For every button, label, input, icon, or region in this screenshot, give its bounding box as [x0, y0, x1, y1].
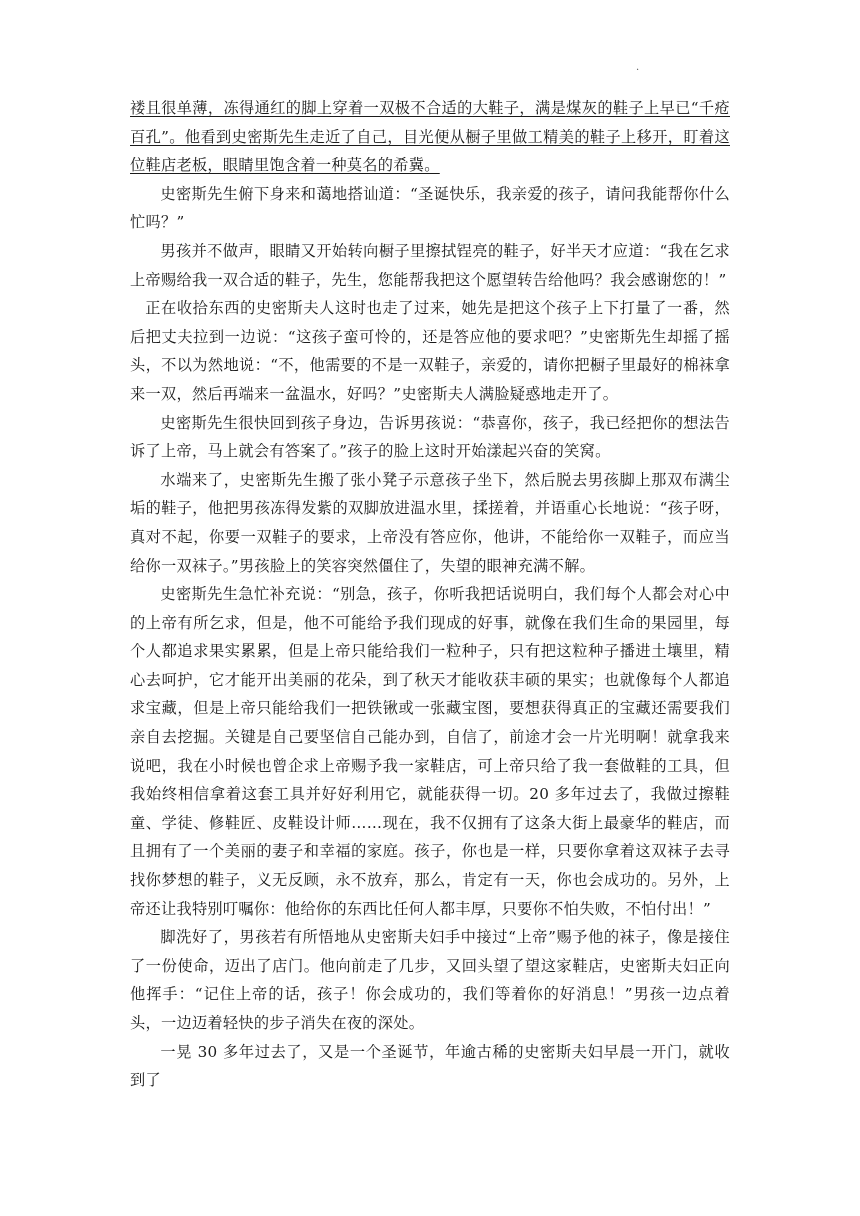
paragraph-5: 史密斯先生很快回到孩子身边，告诉男孩说：“恭喜你，孩子，我已经把你的想法告诉了上帝，马上就会有答案了。”孩子的脸上这时开始漾起兴奋的笑窝。: [130, 413, 730, 461]
document-body: [130, 94, 730, 1095]
paragraph-2: 史密斯先生俯下身来和蔼地搭讪道：“圣诞快乐，我亲爱的孩子，请问我能帮你什么忙吗？”: [130, 184, 730, 232]
paragraph-7: 史密斯先生急忙补充说：“别急，孩子，你听我把话说明白，我们每个人都会对心中的上帝有所乞求，但是，他不可能给予我们现成的好事，就像在我们生命的果园里，每个人都追求果实累累，但是上帝只能给我们一粒种子，只有把这粒种子播进土壤里，精心去呵护，它才能开出美丽的花朵，到了秋天才能收获丰硕的果实；也就像每个人都追求宝藏，但是上帝只能给我们一把铁锹或一张藏宝图，要想获得真正的宝藏还需要我们亲自去挖掘。关键是自己要坚信自己能办到，自信了，前途才会一片光明啊！就拿我来说吧，我在小时候也曾企求上帝赐予我一家鞋店，可上帝只给了我一套做鞋的工具，但我始终相信拿着这套工具并好好利用它，就能获得一切。20 多年过去了，我做过擦鞋童、学徒、修鞋匠、皮鞋设计师……现在，我不仅拥有了这条大街上最豪华的鞋店，而且拥有了一个美丽的妻子和幸福的家庭。孩子，你也是一样，只要你拿着这双袜子去寻找你梦想的鞋子，义无反顾，永不放弃，那么，肯定有一天，你也会成功的。另外，上帝还让我特别叮嘱你：他给你的东西比任何人都丰厚，只要你不怕失败，不怕付出！”: [130, 585, 730, 918]
paragraph-8: 脚洗好了，男孩若有所悟地从史密斯夫妇手中接过“上帝”赐予他的袜子，像是接住了一份使命，迈出了店门。他向前走了几步，又回头望了望这家鞋店，史密斯夫妇正向他挥手：“记住上帝的话，孩子！你会成功的，我们等着你的好消息！”男孩一边点着头，一边迈着轻快的步子消失在夜的深处。: [130, 928, 730, 1032]
paragraph-3: 男孩并不做声，眼睛又开始转向橱子里擦拭锃亮的鞋子，好半天才应道：“我在乞求上帝赐给我一双合适的鞋子，先生，您能帮我把这个愿望转告给他吗？我会感谢您的！”: [130, 241, 730, 289]
paragraph-1-underlined: 褛且很单薄，冻得通红的脚上穿着一双极不合适的大鞋子，满是煤灰的鞋子上早已“千疮百孔”。他看到史密斯先生走近了自己，目光便从橱子里做工精美的鞋子上移开，盯着这位鞋店老板，眼睛里饱含着一种莫名的希冀。: [130, 99, 730, 175]
paragraph-6: 水端来了，史密斯先生搬了张小凳子示意孩子坐下，然后脱去男孩脚上那双布满尘垢的鞋子，他把男孩冻得发紫的双脚放进温水里，揉搓着，并语重心长地说：“孩子呀，真对不起，你要一双鞋子的要求，上帝没有答应你，他讲，不能给你一双鞋子，而应当给你一双袜子。”男孩脸上的笑容突然僵住了，失望的眼神充满不解。: [130, 470, 730, 575]
paragraph-9: 一晃 30 多年过去了，又是一个圣诞节，年逾古稀的史密斯夫妇早晨一开门，就收到了: [130, 1042, 730, 1090]
header-mark: .: [636, 62, 640, 73]
paragraph-4: 正在收拾东西的史密斯夫人这时也走了过来，她先是把这个孩子上下打量了一番，然后把丈夫拉到一边说：“这孩子蛮可怜的，还是答应他的要求吧？”史密斯先生却摇了摇头，不以为然地说：“不，他需要的不是一双鞋子，亲爱的，请你把橱子里最好的棉袜拿来一双，然后再端来一盆温水，好吗？”史密斯夫人满脸疑惑地走开了。: [130, 299, 730, 403]
